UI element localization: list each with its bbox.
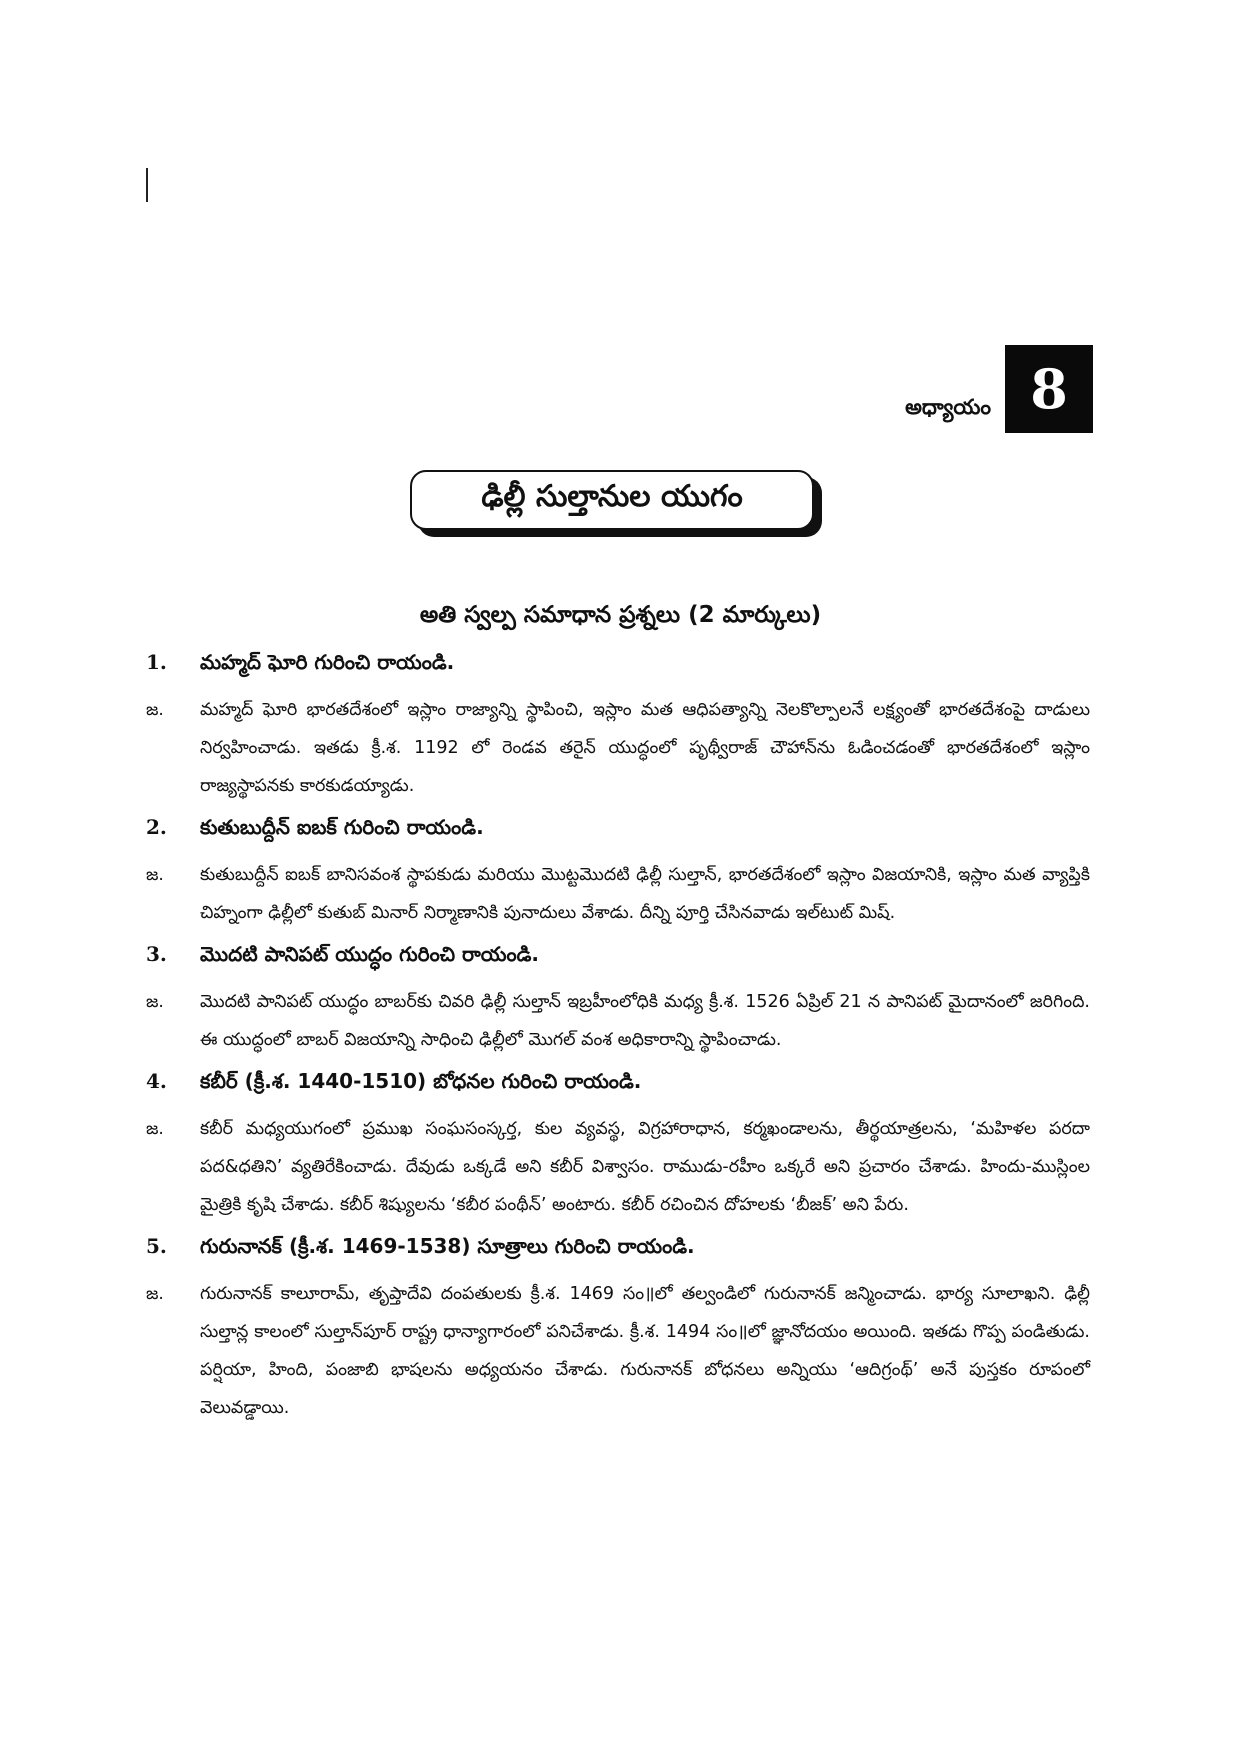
question-row [146, 815, 1090, 844]
question-row [146, 942, 1090, 971]
answer-row [146, 1110, 1090, 1224]
answer-row [146, 1275, 1090, 1427]
answer-marker: జ. [146, 1119, 164, 1139]
chapter-title-frame [410, 470, 822, 538]
question-text: మహ్మద్ ఘోరి గురించి రాయండి. [200, 650, 455, 674]
chapter-number: 8 [1030, 357, 1068, 421]
answer-text: గురునానక్ కాలూరామ్, తృప్తాదేవి దంపతులకు క్రీ.శ. 1469 సం॥లో తల్వండిలో గురునానక్ జన్మించాడు. భార్య సూలాఖని. ఢిల్లీ సుల్తాన్ల కాలంలో సుల్తాన్‌పూర్ రాష్ట్ర ధాన్యాగారంలో పనిచేశాడు. క్రీ.శ. 1494 సం॥లో జ్ఞానోదయం అయింది. ఇతడు గొప్ప పండితుడు. పర్షియా, హింది, పంజాబి భాషలను అధ్యయనం చేశాడు. గురునానక్ బోధనలు అన్నియు ‘ఆదిగ్రంథ్’ అనే పుస్తకం రూపంలో వెలువడ్డాయి. [200, 1284, 1090, 1418]
question-text: మొదటి పానిపట్ యుద్ధం గురించి రాయండి. [200, 942, 539, 966]
question-row [146, 1069, 1090, 1098]
qa-item [146, 1234, 1090, 1427]
margin-mark [146, 168, 148, 202]
answer-text: మహ్మద్ ఘోరి భారతదేశంలో ఇస్లాం రాజ్యాన్ని స్థాపించి, ఇస్లాం మత ఆధిపత్యాన్ని నెలకొల్పాలనే లక్ష్యంతో భారతదేశంపై దాడులు నిర్వహించాడు. ఇతడు క్రీ.శ. 1192 లో రెండవ తరైన్ యుద్ధంలో పృథ్వీరాజ్ చౌహాన్‌ను ఓడించడంతో భారతదేశంలో ఇస్లాం రాజ్యస్థాపనకు కారకుడయ్యాడు. [200, 700, 1090, 796]
chapter-title: ఢిల్లీ సుల్తానుల యుగం [410, 470, 814, 530]
answer-marker: జ. [146, 1284, 164, 1304]
answer-marker: జ. [146, 865, 164, 885]
question-number: 4. [146, 1069, 167, 1093]
chapter-number-box [1005, 345, 1093, 433]
qa-item [146, 942, 1090, 1059]
answer-text: కుతుబుద్దీన్ ఐబక్ బానిసవంశ స్థాపకుడు మరియు మొట్టమొదటి ఢిల్లీ సుల్తాన్, భారతదేశంలో ఇస్లాం విజయానికి, ఇస్లాం మత వ్యాప్తికి చిహ్నంగా ఢిల్లీలో కుతుబ్ మినార్ నిర్మాణానికి పునాదులు వేశాడు. దీన్ని పూర్తి చేసినవాడు ఇల్‌టుట్ మిష్. [200, 865, 1090, 923]
answer-row [146, 856, 1090, 932]
section-heading: అతి స్వల్ప సమాధాన ప్రశ్నలు (2 మార్కులు) [419, 602, 822, 628]
question-text: కుతుబుద్దీన్ ఐబక్ గురించి రాయండి. [200, 815, 484, 839]
chapter-label: అధ్యాయం [905, 395, 991, 419]
answer-text: కబీర్ మధ్యయుగంలో ప్రముఖ సంఘసంస్కర్త, కుల వ్యవస్థ, విగ్రహారాధాన, కర్మఖండాలను, తీర్థయాత్రలను, ‘మహిళల పరదా పద&ధతిని’ వ్యతిరేకించాడు. దేవుడు ఒక్కడే అని కబీర్ విశ్వాసం. రాముడు-రహీం ఒక్కరే అని ప్రచారం చేశాడు. హిందు-ముస్లింల మైత్రికి కృషి చేశాడు. కబీర్ శిష్యులను ‘కబీర పంథీన్’ అంటారు. కబీర్ రచించిన దోహలకు ‘బీజక్’ అని పేరు. [200, 1119, 1090, 1215]
answer-text: మొదటి పానిపట్ యుద్ధం బాబర్‌కు చివరి ఢిల్లీ సుల్తాన్ ఇబ్రహీంలోధికి మధ్య క్రీ.శ. 1526 ఏప్రిల్ 21 న పానిపట్ మైదానంలో జరిగింది. ఈ యుద్ధంలో బాబర్ విజయాన్ని సాధించి ఢిల్లీలో మొగల్ వంశ అధికారాన్ని స్థాపించాడు. [200, 992, 1090, 1050]
qa-item [146, 815, 1090, 932]
question-number: 3. [146, 942, 167, 966]
qa-item [146, 650, 1090, 805]
question-answer-list [146, 650, 1090, 1437]
answer-marker: జ. [146, 992, 164, 1012]
chapter-heading [905, 345, 1093, 433]
question-number: 5. [146, 1234, 167, 1258]
question-row [146, 650, 1090, 679]
answer-marker: జ. [146, 700, 164, 720]
qa-item [146, 1069, 1090, 1224]
question-number: 2. [146, 815, 167, 839]
question-row [146, 1234, 1090, 1263]
question-number: 1. [146, 650, 167, 674]
answer-row [146, 983, 1090, 1059]
question-text: గురునానక్ (క్రీ.శ. 1469-1538) సూత్రాలు గురించి రాయండి. [200, 1234, 695, 1258]
question-text: కబీర్ (క్రీ.శ. 1440-1510) బోధనల గురించి రాయండి. [200, 1069, 642, 1093]
answer-row [146, 691, 1090, 805]
